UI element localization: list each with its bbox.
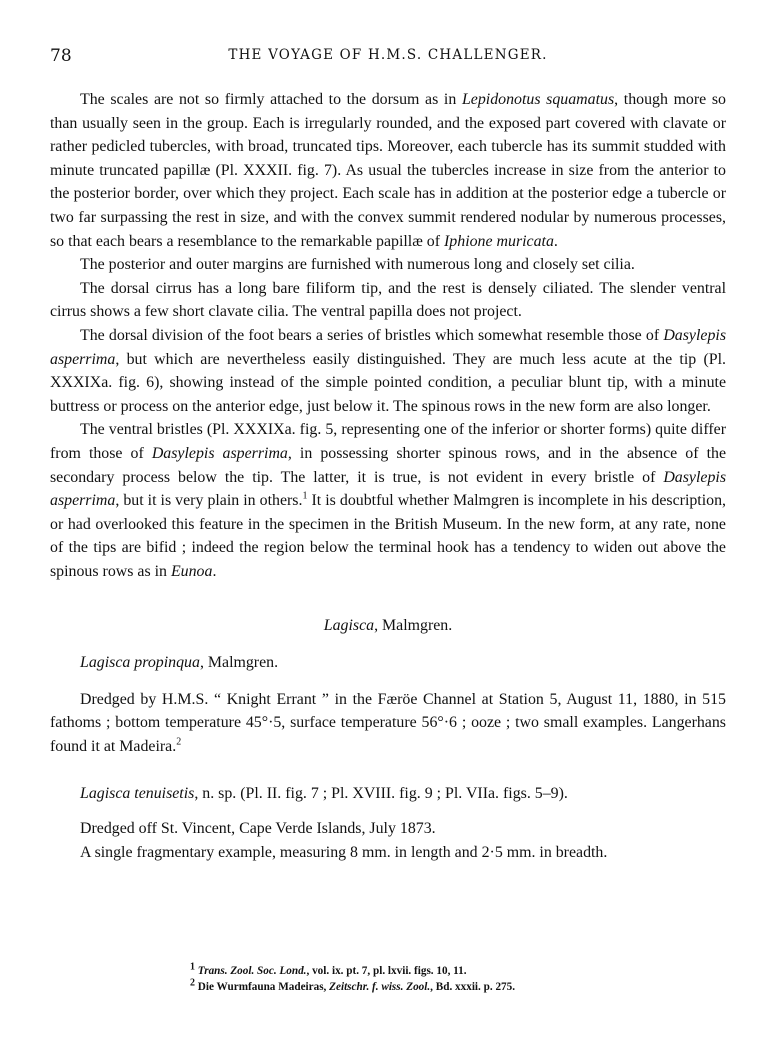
paragraph-tenuisetis-record — [50, 817, 726, 841]
text-run: , though more so than usually seen in the group. Each is irregularly rounded, and the exposed part covered with clavate or rather pedicled tubercles, with broad, truncated tips. Moreover, each tubercle has its summit studded with minute truncated papillæ (Pl. XXXII. fig. 7). As usual the tubercles increase in size from the anterior to the posterior border, over which they project. Each scale has in addition at the posterior edge a tubercle or two far surpassing the rest in size, and with the convex summit rendered nodular by numerous processes, so that each bears a resemblance to the remarkable papillæ of — [50, 91, 726, 250]
paragraph-cirrus — [50, 277, 726, 324]
text-run: The ventral bristles (Pl. XXXIXa. fig. 5, representing one of the inferior or shorter forms) quite differ from those of — [50, 421, 726, 462]
italic-run: Zeitschr. f. wiss. Zool. — [329, 980, 431, 993]
text-run: Die Wurmfauna Madeiras, — [195, 980, 330, 993]
page-number: 78 — [50, 46, 72, 66]
italic-run: Lagisca tenuisetis — [80, 785, 195, 803]
italic-run: Lagisca propinqua — [80, 654, 200, 672]
text-run: A single fragmentary example, measuring 8 mm. in length and 2·5 mm. in breadth. — [80, 843, 608, 861]
text-run: The dorsal cirrus has a long bare filiform tip, and the rest is densely ciliated. The slender ventral cirrus shows a few short clavate cilia. The ventral papilla does not project. — [50, 279, 726, 321]
paragraph-dorsal-bristles — [50, 324, 726, 418]
footnote-marker: 2 — [176, 736, 182, 748]
text-run: , Malmgren. — [374, 617, 453, 635]
text-run: It is doubtful whether Malmgren is incomplete in his description, or had overlooked this feature in the specimen in the British Museum. In the new form, at any rate, none of the tips are bifid ; indeed the region below the terminal hook has a tendency to widen out above the spinous rows as in — [50, 492, 727, 580]
text-run: . — [212, 562, 217, 580]
genus-heading — [50, 614, 726, 638]
footnote-marker: 2 — [190, 976, 195, 988]
species-heading-tenuisetis — [50, 782, 726, 806]
text-run: , Malmgren. — [199, 654, 279, 672]
text-run: The scales are not so firmly attached to the dorsum as in — [80, 91, 462, 108]
italic-run: Dasylepis asperrima — [50, 326, 726, 368]
text-run: Dredged off St. Vincent, Cape Verde Islands, July 1873. — [80, 820, 436, 838]
footnote-2 — [190, 976, 726, 996]
footnote-marker: 1 — [190, 961, 195, 973]
italic-run: Dasylepis asperrima — [151, 444, 288, 462]
text-run: , but which are nevertheless easily distinguished. They are much less acute at the tip (Pl. XXXIXa. fig. 6), showing instead of the simple pointed condition, a peculiar blunt tip, with a minute buttress or process on the anterior edge, just below it. The spinous rows in the new form are also longer. — [50, 350, 726, 415]
italic-run: Eunoa — [170, 562, 213, 580]
text-run: The posterior and outer margins are furnished with numerous long and closely set cilia. — [80, 256, 635, 274]
text-run: , in possessing shorter spinous rows, and in the absence of the secondary process below the tip. The latter, it is true, is not evident in every bristle of — [50, 444, 726, 486]
species-heading-propinqua — [50, 651, 726, 675]
page-header — [50, 46, 726, 70]
footnote-1 — [190, 961, 726, 980]
paragraph-propinqua-record — [50, 688, 726, 759]
paragraph-tenuisetis-description — [50, 841, 726, 865]
paragraph-margins — [50, 253, 726, 277]
footnotes — [50, 961, 726, 995]
text-run: , vol. ix. pt. 7, pl. lxvii. figs. 10, 11. — [306, 965, 467, 977]
italic-run: Dasylepis asperrima — [50, 468, 726, 510]
italic-run: Lepidonotus squamatus — [461, 91, 615, 108]
text-run: , Bd. xxxii. p. 275. — [430, 980, 516, 993]
text-run: , but it is very plain in others. — [115, 492, 303, 510]
main-text — [50, 88, 726, 864]
italic-run: Trans. Zool. Soc. Lond. — [197, 965, 307, 977]
paragraph-scales — [50, 88, 726, 253]
text-run: Dredged by H.M.S. “ Knight Errant ” in the Færöe Channel at Station 5, August 11, 1880, in 515 fathoms ; bottom temperature 45°·5, surface temperature 56°·6 ; ooze ; two small examples. Langerhans found it at Madeira. — [50, 690, 726, 755]
text-run: . — [553, 232, 558, 250]
text-run: The dorsal division of the foot bears a series of bristles which somewhat resemble those of — [80, 326, 664, 344]
footnote-marker: 1 — [302, 490, 308, 502]
italic-run: Iphione muricata — [444, 232, 554, 250]
paragraph-ventral-bristles — [50, 418, 726, 583]
text-run: , n. sp. (Pl. II. fig. 7 ; Pl. XVIII. fig. 9 ; Pl. VIIa. figs. 5–9). — [194, 785, 568, 803]
running-title: THE VOYAGE OF H.M.S. CHALLENGER. — [228, 47, 548, 63]
italic-run: Lagisca — [323, 617, 375, 635]
